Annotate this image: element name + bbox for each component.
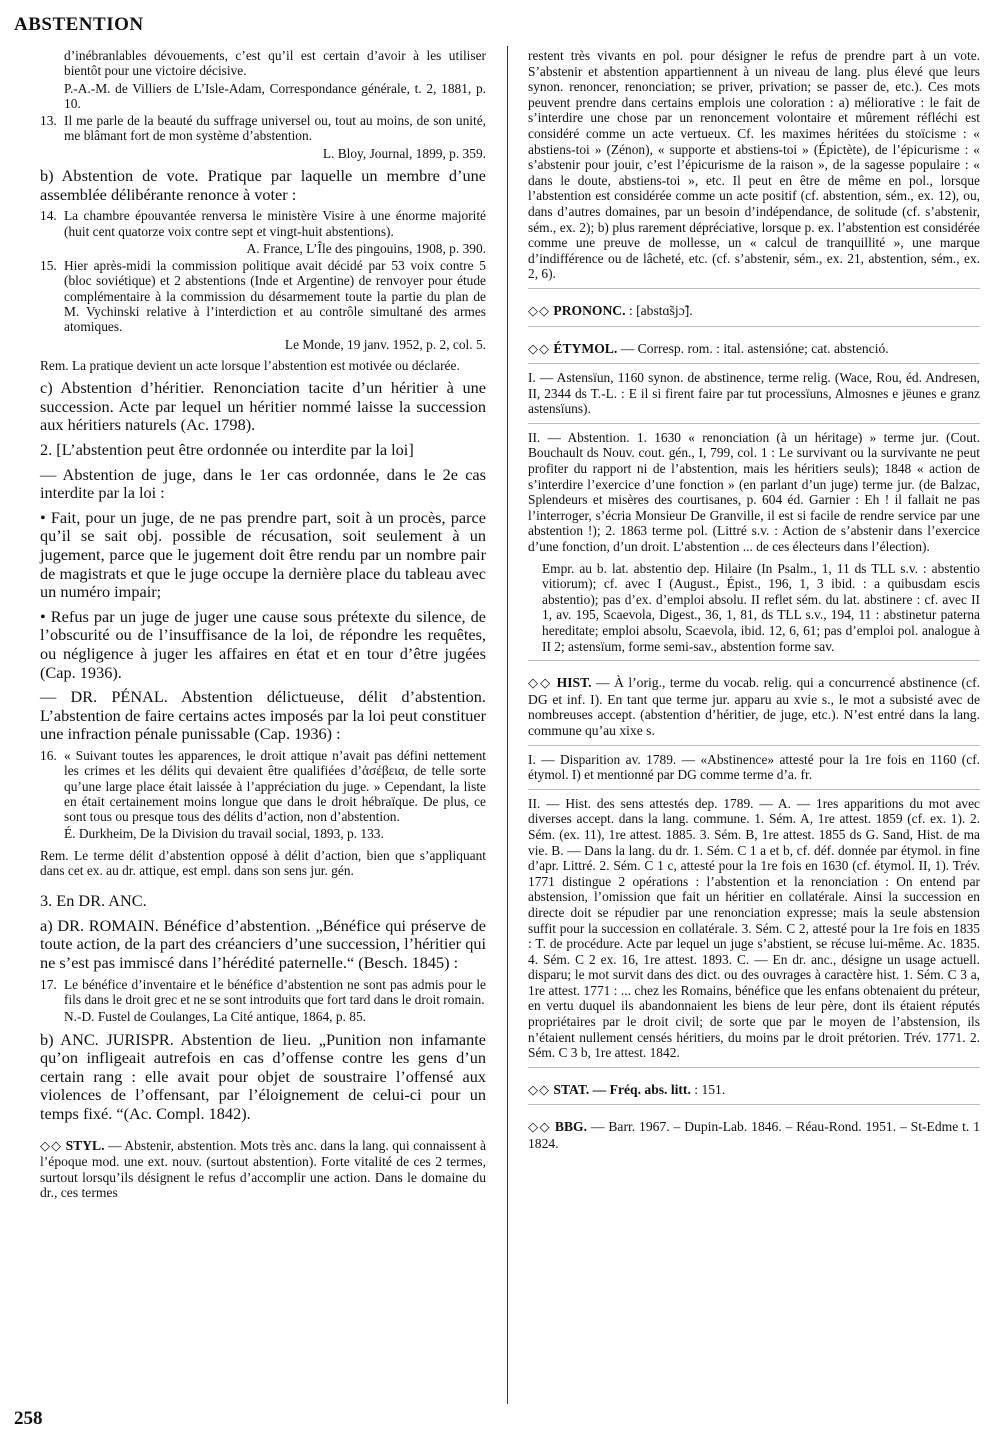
etymol-2: II. — Abstention. 1. 1630 « renonciation (à un héritage) » terme jur. (Cout. Bouchault ds Nouv. cout. gén., I, 799, col. 1 : Le survivant ou la survivante ne peut profiter du rapport ni de l’abstention, mais les héritiers seuls); 1848 « action de s’interdire l’exercice d’une fonction » (en parlant d’un juge) terme jur. (de Balzac, Splendeurs et misères des courtisanes, p. 604 éd. Garnier : Eh ! il fallait ne pas l’interroger, s’écria Monsieur De Granville, il est si facile de rendre service par une abstention !); 2. 1863 terme pol. (Littré s.v. : Action de s’abstenir dans l’exercice d’une fonction, d’un droit. L’abstention ... de ces électeurs dans l’élection). xyxy=(528,429,980,555)
definition-c-heritier: c) Abstention d’héritier. Renonciation tacite d’un héritier à une succession. Acte par lequel un héritier nommé laisse la succession aux héritiers naturels (Ac. 1798). xyxy=(40,378,486,435)
section-rule xyxy=(528,326,980,327)
example-17: 17. Le bénéfice d’inventaire et le bénéfice d’abstention ne sont pas admis pour le fils dans le droit grec et ne se sont introduits que fort tard dans le droit romain. xyxy=(40,976,486,1007)
example-17-source: N.-D. Fustel de Coulanges, La Cité antique, 1864, p. 85. xyxy=(64,1009,366,1025)
example-14-source: A. France, L’Île des pingouins, 1908, p. 390. xyxy=(246,240,486,256)
example-14: 14. La chambre épouvantée renversa le ministère Visire à une énorme majorité (huit cent quatorze voix contre sept et vingt-huit abstentions). xyxy=(40,208,486,239)
definition-b-jurispr: b) ANC. JURISPR. Abstention de lieu. „Punition non infamante qu’on infligeait autrefois en cas d’offense contre les gens d’un certain rang : elle avait pour objet de soustraire l’offensé aux violences de l’offensant, par l’éloignement de celui-ci pour un temps fixé. “(Ac. Compl. 1842). xyxy=(40,1029,486,1123)
hist-2: II. — Hist. des sens attestés dep. 1789. — A. — 1res apparitions du mot avec diverses accept. dans la lang. commune. 1. Sém. A, 1re attest. 1859 (cf. ex. 1). 2. Sém. (ex. 11), 1re attest. 1885. 3. Sém. B, 1re attest. 1855 ds G. Sand, Hist. de ma vie. B. — Dans la lang. du dr. 1. Sém. C 1 a et b, cf. déf. donnée par étymol. in fine d’apr. Littré. 2. Sém. C 1 c, attesté pour la 1re fois en 1630 (cf. étymol. II, 1). Trév. 1771 distingue 2 opérations : l’abstention et la renonciation : On entend par abstension, l’omission que fait un héritier en collatérale. Ainsi la succession en directe doit se répudier par une renonciation expresse; mais la seule abstension suffit pour la succession en collatérale. 3. Sém. C 2, attesté pour la 1re fois en 1835 : T. de procédure. Acte par lequel un juge s’abstient, se récuse lui-même. Ac. 1835. 4. Sém. C 2 ex. 16, 1re attest. 1893. C. — En dr. anc., désigne un usage actuell. disparu; le mot survit dans des dict. ou des ouvrages à caractère hist. 1. Sém. C 3 a, 1re attest. 1771 : ... chez les Romains, bénéfice que les enfans obtenaient du préteur, en vertu duquel ils abandonnaient les biens de leur père, dont ils étaient réputés propriétaires par le droit civil; de sorte que par le moyen de l’abstension, ils n’étaient nullement censés héritiers, du moins par le droit prétorien. Trév. 1771. 2. Sém. C 3 b, 1re attest. 1842. xyxy=(528,795,980,1061)
section-styl: ◇◇ STYL. — Abstenir, abstention. Mots très anc. dans la lang. qui connaissent à l’époque mod. une ext. nouv. (surtout abstention). Forte vitalité de ces 2 termes, surtout lorsqu’ils désignent le refus d’accomplir une action. Dans le domaine du dr., ces termes xyxy=(40,1137,487,1201)
column-divider xyxy=(507,46,508,1404)
example-13-source: L. Bloy, Journal, 1899, p. 359. xyxy=(322,145,486,161)
etymol-1: I. — Astensïun, 1160 synon. de abstinence, terme relig. (Wace, Rou, éd. Andresen, II, 2344 ds T.-L. : E il si firent faire par tut processïuns, Almosnes e jëunes e granz astensïuns). xyxy=(528,370,980,417)
section-rule xyxy=(528,660,980,661)
section-rule xyxy=(528,288,980,289)
hist-1: I. — Disparition av. 1789. — «Abstinence» attesté pour la 1re fois en 1160 (cf. étymol. I) et mentionné par DG comme terme d’a. fr. xyxy=(528,751,980,783)
left-column xyxy=(40,48,486,1207)
running-head: ABSTENTION xyxy=(14,14,144,35)
example-15: 15. Hier après-midi la commission politique avait décidé par 53 voix contre 5 (bloc soviétique) et 2 abstentions (Inde et Argentine) de renvoyer pour étude complémentaire à la commission du désarmement toute la partie du plan de M. Vychinski relative à l’interdiction et au contrôle simultané des armes atomiques. xyxy=(40,258,486,335)
definition-b-vote: b) Abstention de vote. Pratique par laquelle un membre d’une assemblée délibérante renonce à voter : xyxy=(40,166,486,204)
section-stat: ◇◇ STAT. — Fréq. abs. litt. : 151. xyxy=(528,1081,726,1098)
section-rule xyxy=(528,789,980,790)
section-prononc: ◇◇ PRONONC. : [abstɑ̃sjɔ̃]. xyxy=(528,302,693,319)
bullet-1: • Fait, pour un juge, de ne pas prendre part, soit à un procès, parce qu’il se sait obj. possible de récusation, soit seulement à un jugement, parce que le jugement doit être rendu par un nombre pair de magistrats et que le juge occupe la dernière place du tableau avec un numéro impair; xyxy=(40,507,486,602)
example-16: 16. « Suivant toutes les apparences, le droit attique n’avait pas défini nettement les crimes et les délits qui devaient être qualifiées d’ἀσέβεια, de telle sorte qu’une large place était laissée à l’appréciation du juge. » Cependant, la liste en était certainement moins longue que dans le droit hébraïque. De plus, ce sont tous ou presque tous des délits d’action, non d’abstention. xyxy=(40,747,486,825)
example-15-source: Le Monde, 19 janv. 1952, p. 2, col. 5. xyxy=(284,336,486,352)
diamond-icon: ◇◇ xyxy=(528,341,550,357)
remark-1: Rem. La pratique devient un acte lorsque l’abstention est motivée ou déclarée. xyxy=(40,357,460,373)
section-rule xyxy=(528,423,980,424)
bullet-2: • Refus par un juge de juger une cause sous prétexte du silence, de l’obscurité ou de l’insuffisance de la loi, de répondre les requêtes, ou négligence à juger les affaires en état et en tour d’être jugées (Cap. 1936). xyxy=(40,606,486,682)
styl-continuation: restent très vivants en pol. pour désigner le refus de prendre part à un vote. S’abstenir et abstention appartiennent à un niveau de lang. plus élevé que leurs synon. renoncer, renonciation; se priver, privation; se passer de, etc.). Ces mots peuvent prendre dans certains emplois une coloration : a) méliorative : le fait de s’interdire une chose par un renoncement volontaire et mûrement réfléchi est considéré comme un acte vertueux. Cf. les maximes héritées du stoïcisme : « abstiens-toi » (Zénon), « supporte et abstiens-toi » (Épictète), de l’épicurisme : « s’abstenir pour jouir, c’est l’épicurisme de la raison », de la sagesse populaire : « dans le doute, abstiens-toi », etc. Il peut en être de même en pol., lorsque l’abstention est considérée comme un acte positif (cf. abstention, sém., ex. 12), ou, dans d’autres domaines, par un besoin d’indépendance, de solitude (cf. s’abstenir, sém., ex. 2); b) plus rarement dépréciative, lorsque p. ex. l’abstention est considérée comme une preuve de mollesse, un « calcul de tranquillité », une marque d’indifférence ou de lâcheté, etc. (cf. s’abstenir, sém., ex. 21, abstention, sém., ex. 2, 6). xyxy=(528,48,980,282)
section-rule xyxy=(528,1104,980,1105)
definition-2: 2. [L’abstention peut être ordonnée ou interdite par la loi] xyxy=(40,440,414,460)
section-bbg: ◇◇ BBG. — Barr. 1967. – Dupin-Lab. 1846. – Réau-Rond. 1951. – St-Edme t. 1 1824. xyxy=(528,1119,980,1152)
definition-penal: — DR. PÉNAL. Abstention délictueuse, délit d’abstention. L’abstention de faire certains actes imposés par la loi peut constituer une infraction pénale punissable (Cap. 1936) : xyxy=(40,687,486,744)
section-rule xyxy=(528,1067,980,1068)
example-13: 13. Il me parle de la beauté du suffrage universel ou, tout au moins, de son unité, me blâmant fort de mon système d’abstention. xyxy=(40,113,486,144)
section-rule xyxy=(528,363,980,364)
diamond-icon: ◇◇ xyxy=(528,676,553,692)
right-column xyxy=(528,48,980,1158)
section-etymol: ◇◇ ÉTYMOL. — Corresp. rom. : ital. astensióne; cat. abstenció. xyxy=(528,340,889,357)
remark-2: Rem. Le terme délit d’abstention opposé à délit d’action, bien que s’appliquant dans cet ex. au dr. attique, est empl. dans son sens jur. gén. xyxy=(40,847,486,878)
section-rule xyxy=(528,745,980,746)
definition-a-romain: a) DR. ROMAIN. Bénéfice d’abstention. „Bénéfice qui préserve de toute action, de la part des créanciers d’une succession, l’héritier qui ne s’est pas immiscé dans l’hérédité paternelle.“ (Besch. 1845) : xyxy=(40,915,486,973)
page-number: 258 xyxy=(14,1408,43,1429)
example-12-source: P.-A.-M. de Villiers de L’Isle-Adam, Correspondance générale, t. 2, 1881, p. 10. xyxy=(64,80,486,111)
definition-juge: — Abstention de juge, dans le 1er cas ordonnée, dans le 2e cas interdite par la loi : xyxy=(40,464,486,503)
diamond-icon: ◇◇ xyxy=(528,303,550,319)
example-12-text: d’inébranlables dévouements, c’est qu’il est certain d’avoir à les utiliser bientôt pour une victoire décisive. xyxy=(64,48,486,79)
diamond-icon: ◇◇ xyxy=(528,1120,551,1136)
etymol-3: Empr. au b. lat. abstentio dep. Hilaire (In Psalm., 1, 11 ds TLL s.v. : abstentio vitiorum); cf. avec I (August., Épist., 196, 1, 3 ibid. : a quibusdam escis abstentio); pas d’ex. d’emploi absolu. II reflet sém. du lat. abstinere : cf. avec II 1, av. 195, Scaevola, Digest., 36, 1, 81, ds TLL s.v., 194, 11 : abstinetur paterna hereditate; emploi absolu, Scaevola, ibid. 12, 6, 61; pas d’emploi pol. analogue à II 2; astensïum, forme semi-sav., abstention forme sav. xyxy=(542,560,980,654)
section-hist: ◇◇ HIST. — À l’orig., terme du vocab. relig. qui a concurrencé abstinence (cf. DG et inf. I). En tant que terme jur. apparu au xvie s., le mot a subsisté avec de nombreuses accept. (abstention d’héritier, de juge, etc.). N’est entré dans la lang. commune qu’au xixe s. xyxy=(528,675,981,738)
example-16-source: É. Durkheim, De la Division du travail social, 1893, p. 133. xyxy=(64,826,384,842)
diamond-icon: ◇◇ xyxy=(528,1082,550,1098)
definition-3: 3. En DR. ANC. xyxy=(40,891,147,911)
diamond-icon: ◇◇ xyxy=(40,1138,63,1154)
